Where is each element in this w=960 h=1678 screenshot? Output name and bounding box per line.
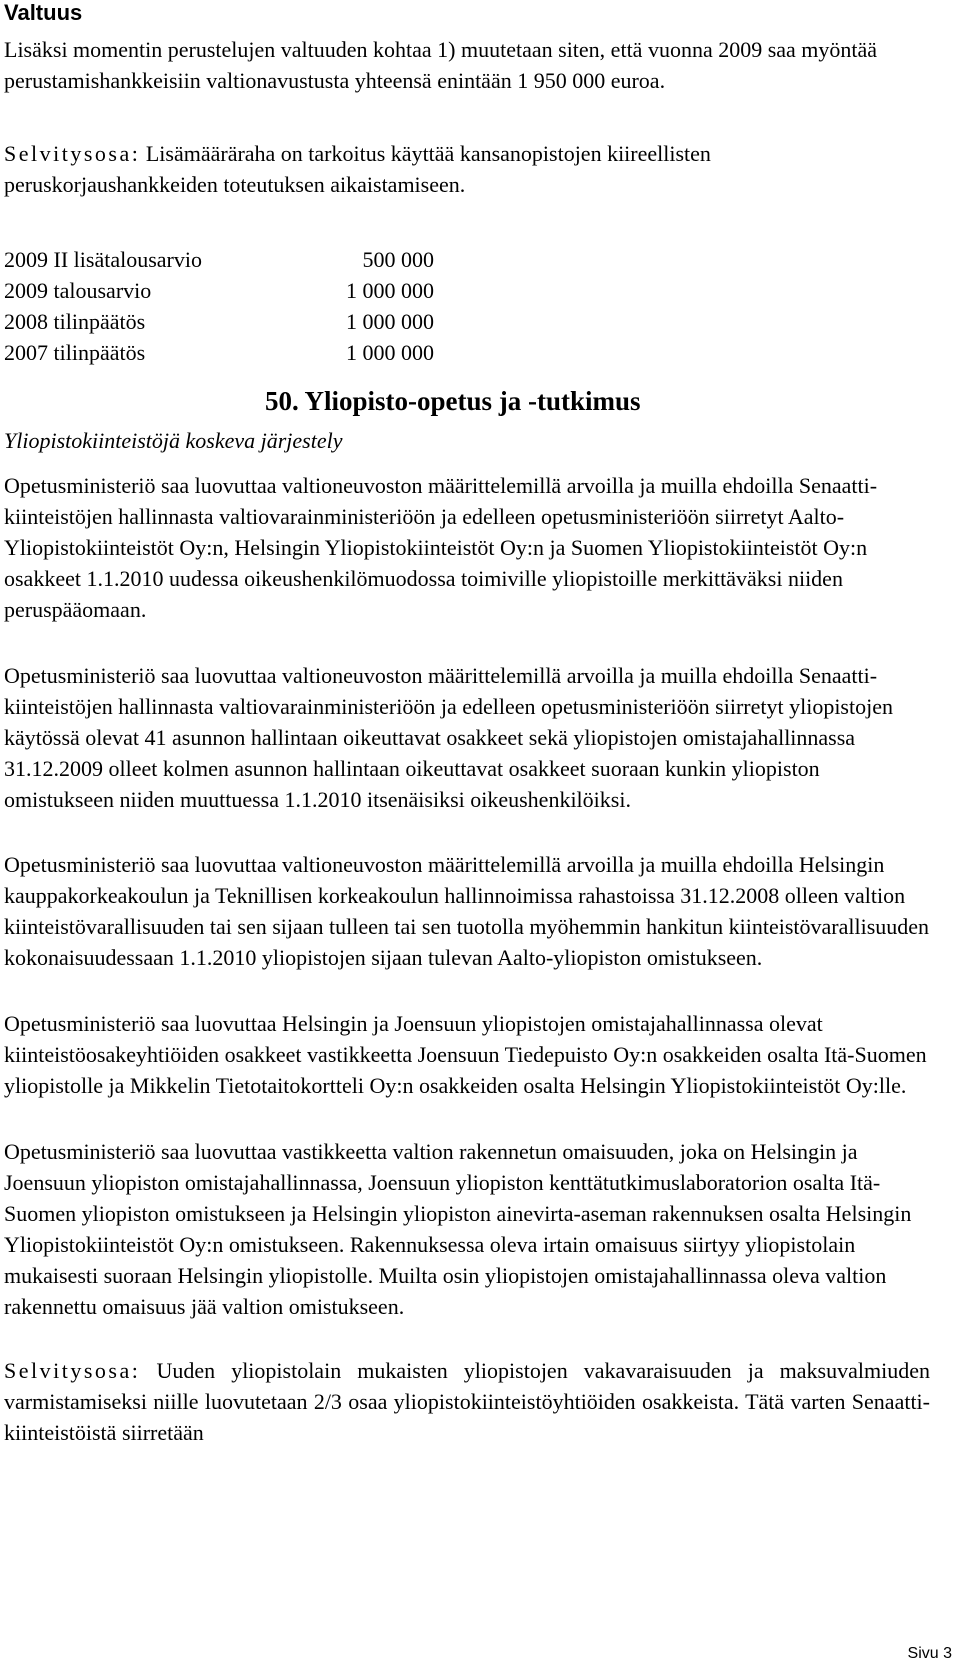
budget-value: 500 000 bbox=[362, 247, 434, 272]
paragraph-selvitysosa-1 bbox=[4, 138, 930, 200]
subsection-heading: Yliopistokiinteistöjä koskeva järjestely bbox=[4, 428, 343, 453]
selvitysosa-text: Uuden yliopistolain mukaisten yliopistojen vakavaraisuuden ja maksuvalmiuden varmistamiseksi niille luovutetaan 2/3 osaa yliopistokiinteistöyhtiöiden osakkeista. Tätä varten Senaatti-kiinteistöistä siirretään bbox=[4, 1358, 930, 1445]
page-number: Sivu 3 bbox=[907, 1645, 952, 1662]
paragraph-5: Opetusministeriö saa luovuttaa vastikkeetta valtion rakennetun omaisuuden, joka on Helsingin ja Joensuun yliopiston omistajahallinnassa, Joensuun yliopiston kenttätutkimuslaboratorion osalta Itä-Suomen yliopiston omistukseen ja Helsingin yliopiston ainevirta-aseman rakennuksen osalta Helsingin Yliopistokiinteistöt Oy:n omistukseen. Rakennuksessa oleva irtain omaisuus siirtyy yliopistolain mukaisesti suoraan Helsingin yliopistolle. Muilta osin yliopistojen omistajahallinnassa oleva valtion rakennettu omaisuus jää valtion omistukseen. bbox=[4, 1139, 912, 1319]
paragraph-valtuus: Lisäksi momentin perustelujen valtuuden kohtaa 1) muutetaan siten, että vuonna 2009 saa myöntää perustamishankkeisiin valtionavustusta yhteensä enintään 1 950 000 euroa. bbox=[4, 37, 878, 93]
budget-value: 1 000 000 bbox=[346, 278, 434, 303]
budget-label: 2009 talousarvio bbox=[4, 278, 152, 303]
paragraph-4: Opetusministeriö saa luovuttaa Helsingin ja Joensuun yliopistojen omistajahallinnassa olevat kiinteistöosakeyhtiöiden osakkeet vastikkeetta Joensuun Tiedepuisto Oy:n osakkeiden osalta Itä-Suomen yliopistolle ja Mikkelin Tietotaitokortteli Oy:n osakkeiden osalta Helsingin Yliopistokiinteistöt Oy:lle. bbox=[4, 1011, 927, 1098]
budget-row bbox=[4, 275, 434, 306]
selvitysosa-text: Lisämääräraha on tarkoitus käyttää kansanopistojen kiireellisten peruskorjaushankkeiden toteutuksen aikaistamiseen. bbox=[4, 141, 711, 197]
budget-value: 1 000 000 bbox=[346, 340, 434, 365]
budget-row bbox=[4, 306, 434, 337]
budget-row bbox=[4, 244, 434, 275]
budget-label: 2009 II lisätalousarvio bbox=[4, 247, 202, 272]
paragraph-3: Opetusministeriö saa luovuttaa valtioneuvoston määrittelemillä arvoilla ja muilla ehdoilla Helsingin kauppakorkeakoulun ja Teknillisen korkeakoulun hallinnoimissa rahastoissa 31.12.2008 olleen valtion kiinteistövarallisuuden tai sen sijaan tulleen tai sen tuotolla myöhemmin hankitun kiinteistövarallisuuden kokonaisuudessaan 1.1.2010 yliopistojen sijaan tulevan Aalto-yliopiston omistukseen. bbox=[4, 852, 930, 970]
budget-label: 2007 tilinpäätös bbox=[4, 340, 146, 365]
paragraph-selvitysosa-2 bbox=[4, 1355, 930, 1448]
paragraph-2: Opetusministeriö saa luovuttaa valtioneuvoston määrittelemillä arvoilla ja muilla ehdoilla Senaatti-kiinteistöjen hallinnasta valtiovarainministeriöön ja edelleen opetusministeriöön siirretyt yliopistojen käytössä olevat 41 asunnon hallintaan oikeuttavat osakkeet sekä yliopistojen omistajahallinnassa 31.12.2009 olleet kolmen asunnon hallintaan oikeuttavat osakkeet suoraan kunkin yliopiston omistukseen niiden muuttuessa 1.1.2010 itsenäisiksi oikeushenkilöiksi. bbox=[4, 663, 893, 812]
budget-row bbox=[4, 337, 434, 368]
budget-table bbox=[4, 244, 434, 368]
section-heading: 50. Yliopisto-opetus ja -tutkimus bbox=[265, 386, 641, 416]
budget-value: 1 000 000 bbox=[346, 309, 434, 334]
heading-valtuus: Valtuus bbox=[4, 0, 83, 25]
selvitysosa-label: Selvitysosa: bbox=[4, 141, 141, 166]
budget-label: 2008 tilinpäätös bbox=[4, 309, 146, 334]
paragraph-1: Opetusministeriö saa luovuttaa valtioneuvoston määrittelemillä arvoilla ja muilla ehdoilla Senaatti-kiinteistöjen hallinnasta valtiovarainministeriöön ja edelleen opetusministeriöön siirretyt Aalto-Yliopistokiinteistöt Oy:n, Helsingin Yliopistokiinteistöt Oy:n ja Suomen Yliopistokiinteistöt Oy:n osakkeet 1.1.2010 uudessa oikeushenkilömuodossa toimiville yliopistoille merkittäväksi niiden peruspääomaan. bbox=[4, 473, 878, 622]
selvitysosa-label: Selvitysosa: bbox=[4, 1358, 141, 1383]
